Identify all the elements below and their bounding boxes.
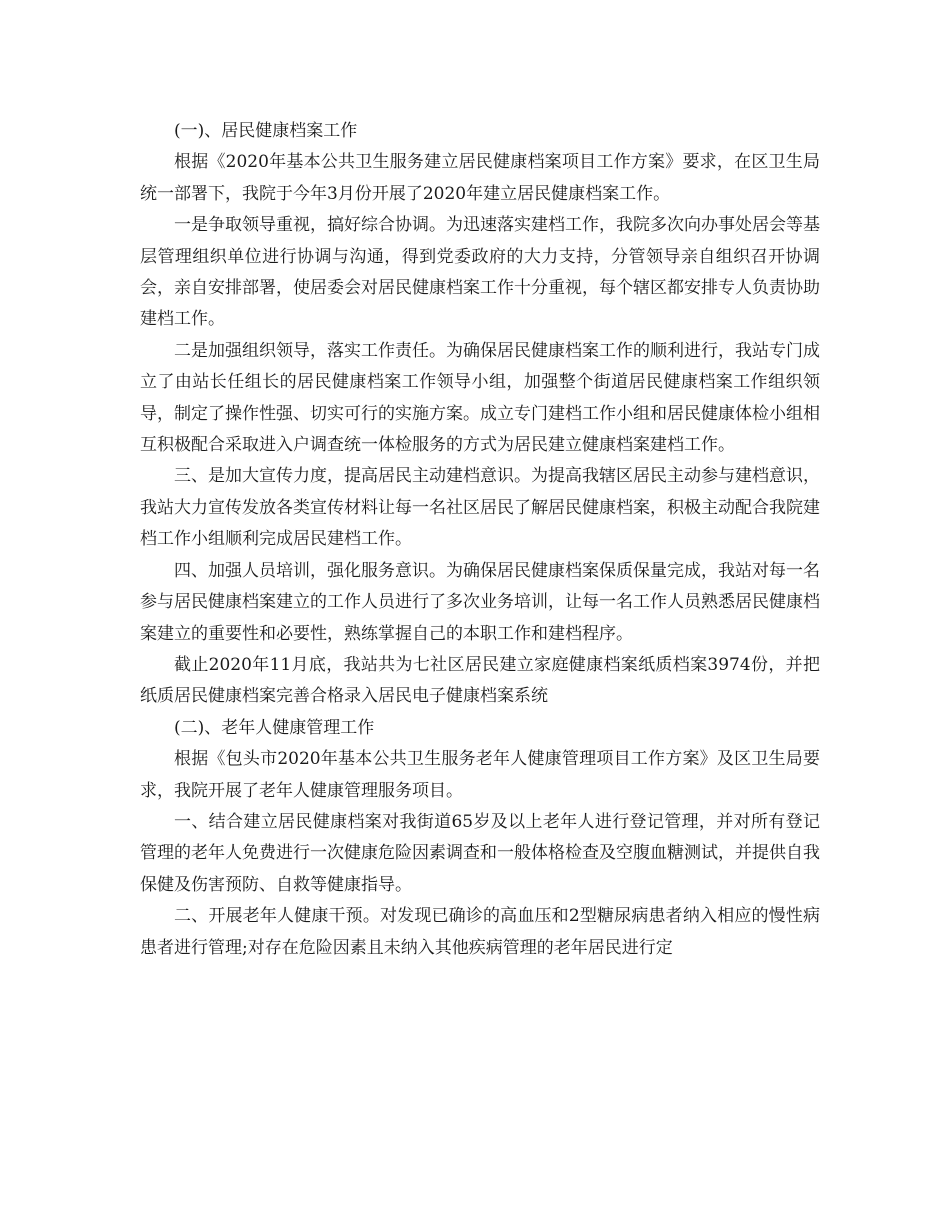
paragraph: 根据《包头市2020年基本公共卫生服务老年人健康管理项目工作方案》及区卫生局要求，我院开展了老年人健康管理服务项目。 bbox=[140, 749, 820, 801]
paragraph: 根据《2020年基本公共卫生服务建立居民健康档案项目工作方案》要求，在区卫生局统一部署下，我院于今年3月份开展了2020年建立居民健康档案工作。 bbox=[140, 152, 820, 204]
paragraph: 一、结合建立居民健康档案对我街道65岁及以上老年人进行登记管理，并对所有登记管理的老年人免费进行一次健康危险因素调查和一般体格检查及空腹血糖测试，并提供自我保健及伤害预防、自救等健康指导。 bbox=[140, 811, 820, 895]
paragraph: 二、开展老年人健康干预。对发现已确诊的高血压和2型糖尿病患者纳入相应的慢性病患者进行管理;对存在危险因素且未纳入其他疾病管理的老年居民进行定 bbox=[140, 906, 820, 958]
paragraph: 三、是加大宣传力度，提高居民主动建档意识。为提高我辖区居民主动参与建档意识，我站大力宣传发放各类宣传材料让每一名社区居民了解居民健康档案，积极主动配合我院建档工作小组顺利完成居民建档工作。 bbox=[140, 466, 820, 550]
paragraph: 一是争取领导重视，搞好综合协调。为迅速落实建档工作，我院多次向办事处居会等基层管理组织单位进行协调与沟通，得到党委政府的大力支持，分管领导亲自组织召开协调会，亲自安排部署，使居委会对居民健康档案工作十分重视，每个辖区都安排专人负责协助建档工作。 bbox=[140, 215, 820, 330]
paragraph: 四、加强人员培训，强化服务意识。为确保居民健康档案保质保量完成，我站对每一名参与居民健康档案建立的工作人员进行了多次业务培训，让每一名工作人员熟悉居民健康档案建立的重要性和必要性，熟练掌握自己的本职工作和建档程序。 bbox=[140, 560, 820, 644]
document-body bbox=[140, 116, 820, 964]
section-heading-health-records: (一)、居民健康档案工作 bbox=[174, 121, 358, 141]
section-heading-elderly-health: (二)、老年人健康管理工作 bbox=[174, 717, 375, 738]
paragraph: 二是加强组织领导，落实工作责任。为确保居民健康档案工作的顺利进行，我站专门成立了由站长任组长的居民健康档案工作领导小组，加强整个街道居民健康档案工作组织领导，制定了操作性强、切实可行的实施方案。成立专门建档工作小组和居民健康体检小组相互积极配合采取进入户调查统一体检服务的方式为居民建立健康档案建档工作。 bbox=[140, 340, 820, 456]
paragraph: 截止2020年11月底，我站共为七社区居民建立家庭健康档案纸质档案3974份，并把纸质居民健康档案完善合格录入居民电子健康档案系统 bbox=[140, 654, 820, 707]
